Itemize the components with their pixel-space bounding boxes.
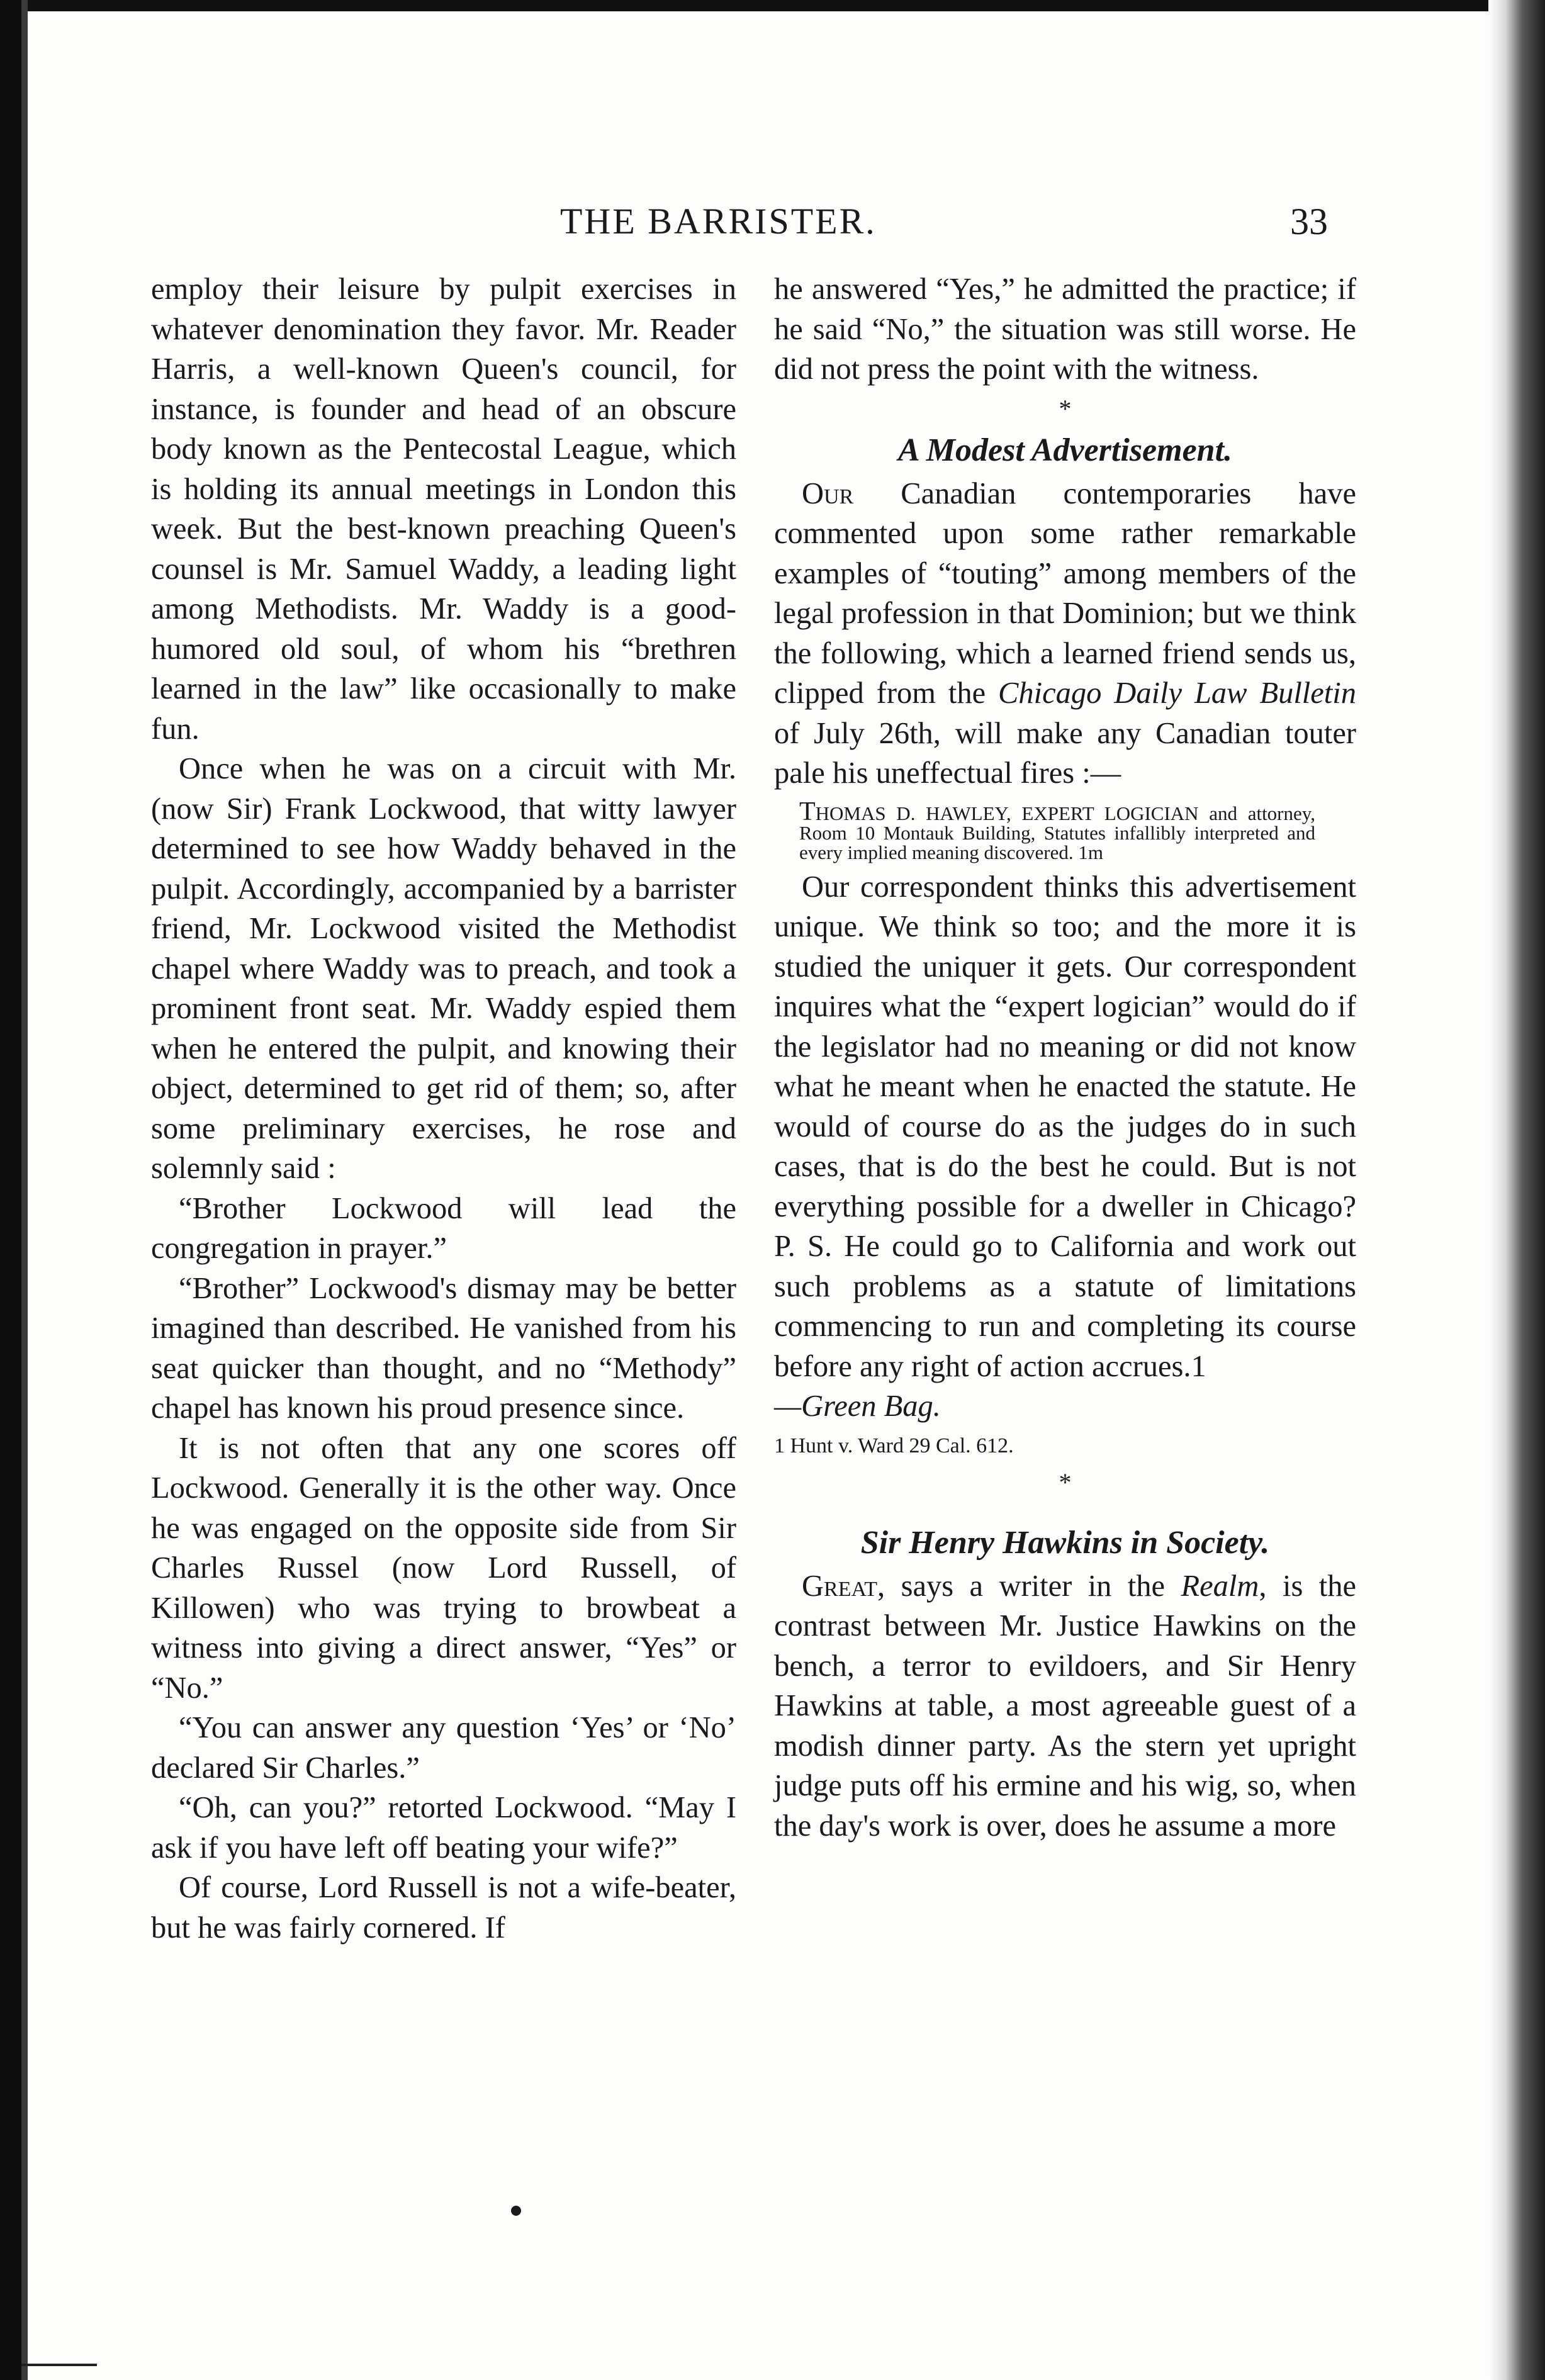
section-title-advertisement: A Modest Advertisement. bbox=[897, 432, 1233, 468]
publication-title: Realm bbox=[1181, 1569, 1259, 1603]
hawkins-paragraph bbox=[774, 1566, 1356, 1846]
section-separator: * bbox=[1059, 1468, 1072, 1496]
right-paragraph-continuation: he answered “Yes,” he admitted the practice; if he said “No,” the situation was still worse. He did not press the point with the witness. bbox=[774, 272, 1356, 386]
newspaper-title: Chicago Daily Law Bulletin bbox=[998, 676, 1356, 710]
left-column bbox=[151, 269, 736, 1948]
lead-word: Our bbox=[802, 476, 854, 510]
scan-right-edge bbox=[1488, 0, 1545, 2380]
running-title: THE BARRISTER. bbox=[560, 201, 877, 242]
scan-left-border bbox=[0, 0, 21, 2380]
hawkins-text-a: , says a writer in the bbox=[877, 1569, 1181, 1603]
left-paragraph-8: Of course, Lord Russell is not a wife-beater, but he was fairly cornered. If bbox=[151, 1871, 736, 1945]
source-signoff: —Green Bag. bbox=[774, 1389, 941, 1423]
left-paragraph-1: employ their leisure by pulpit exercises in whatever denomination they favor. Mr. Reader Harris, a well-known Queen's council, for instance, is founder and head of an obscure body known as the Pentecostal League, which is holding its annual meetings in London this week. But the best-known preaching Queen's counsel is Mr. Samuel Waddy, a leading light among Methodists. Mr. Waddy is a good-humored old soul, of whom his “brethren learned in the law” like occasionally to make fun. bbox=[151, 272, 736, 746]
footnote: 1 Hunt v. Ward 29 Cal. 612. bbox=[774, 1434, 1014, 1457]
left-paragraph-7: “Oh, can you?” retorted Lockwood. “May I ask if you have left off beating your wife?” bbox=[151, 1791, 736, 1865]
section-separator: * bbox=[1059, 394, 1072, 423]
page-number: 33 bbox=[1290, 201, 1328, 242]
left-paragraph-2: Once when he was on a circuit with Mr. (now Sir) Frank Lockwood, that witty lawyer determined to see how Waddy behaved in the pulpit. Accordingly, accompanied by a barrister friend, Mr. Lockwood visited the Methodist chapel where Waddy was to preach, and took a prominent front seat. Mr. Waddy espied them when he entered the pulpit, and knowing their object, determined to get rid of them; so, after some preliminary exercises, he rose and solemnly said : bbox=[151, 752, 736, 1185]
left-paragraph-3: “Brother Lockwood will lead the congregation in prayer.” bbox=[151, 1191, 736, 1265]
intro-text-end: of July 26th, will make any Canadian touter pale his uneffectual fires :— bbox=[774, 716, 1356, 790]
lead-word: Great bbox=[802, 1569, 878, 1603]
left-paragraph-4: “Brother” Lockwood's dismay may be better imagined than described. He vanished from his seat quicker than thought, and no “Methody” chapel has known his proud presence since. bbox=[151, 1271, 736, 1425]
advertisement-commentary-paragraph: Our correspondent thinks this advertisement unique. We think so too; and the more it is studied the uniquer it gets. Our correspondent inquires what the “expert logician” would do if the legislator had no meaning or did not know what he meant when he enacted the statute. He would of course do as the judges do in such cases, that is do the best he could. But is not everything possible for a dweller in Chicago? P. S. He could go to California and work out such problems as a statute of limitations commencing to run and completing its course before any right of action accrues.1 bbox=[774, 870, 1356, 1383]
hawkins-text-b: , is the contrast between Mr. Justice Hawkins on the bench, a terror to evildoers, and Sir Henry Hawkins at table, a most agreeable guest of a modish dinner party. As the stern yet upright judge puts off his ermine and his wig, so, when the day's work is over, does he assume a more bbox=[774, 1569, 1356, 1843]
section-title-hawkins: Sir Henry Hawkins in Society. bbox=[860, 1524, 1270, 1561]
advert-dropcap: T bbox=[799, 797, 816, 826]
quoted-advertisement bbox=[799, 797, 1315, 863]
scan-left-border-shadow bbox=[21, 0, 28, 2380]
scan-top-border bbox=[0, 0, 1545, 11]
advertisement-intro-paragraph bbox=[774, 474, 1356, 794]
intro-text: Canadian contemporaries have commented upon some rather remarkable examples of “touting” among members of the legal profession in that Dominion; but we think the following, which a learned friend sends us, clipped from the bbox=[774, 476, 1356, 710]
left-paragraph-6: “You can answer any question ‘Yes’ or ‘No’ declared Sir Charles.” bbox=[151, 1711, 736, 1785]
scan-bottom-mark bbox=[21, 2364, 97, 2366]
printer-dot-mark bbox=[511, 2206, 521, 2216]
left-paragraph-5: It is not often that any one scores off Lockwood. Generally it is the other way. Once he was engaged on the opposite side from Sir Charles Russel (now Lord Russell, of Killowen) who was trying to browbeat a witness into giving a direct answer, “Yes” or “No.” bbox=[151, 1431, 736, 1705]
advert-text: HOMAS D. HAWLEY, EXPERT LOGICIAN and attorney, Room 10 Montauk Building, Statutes infallibly interpreted and every implied meaning discovered. 1m bbox=[799, 802, 1315, 863]
right-column bbox=[774, 269, 1356, 1846]
